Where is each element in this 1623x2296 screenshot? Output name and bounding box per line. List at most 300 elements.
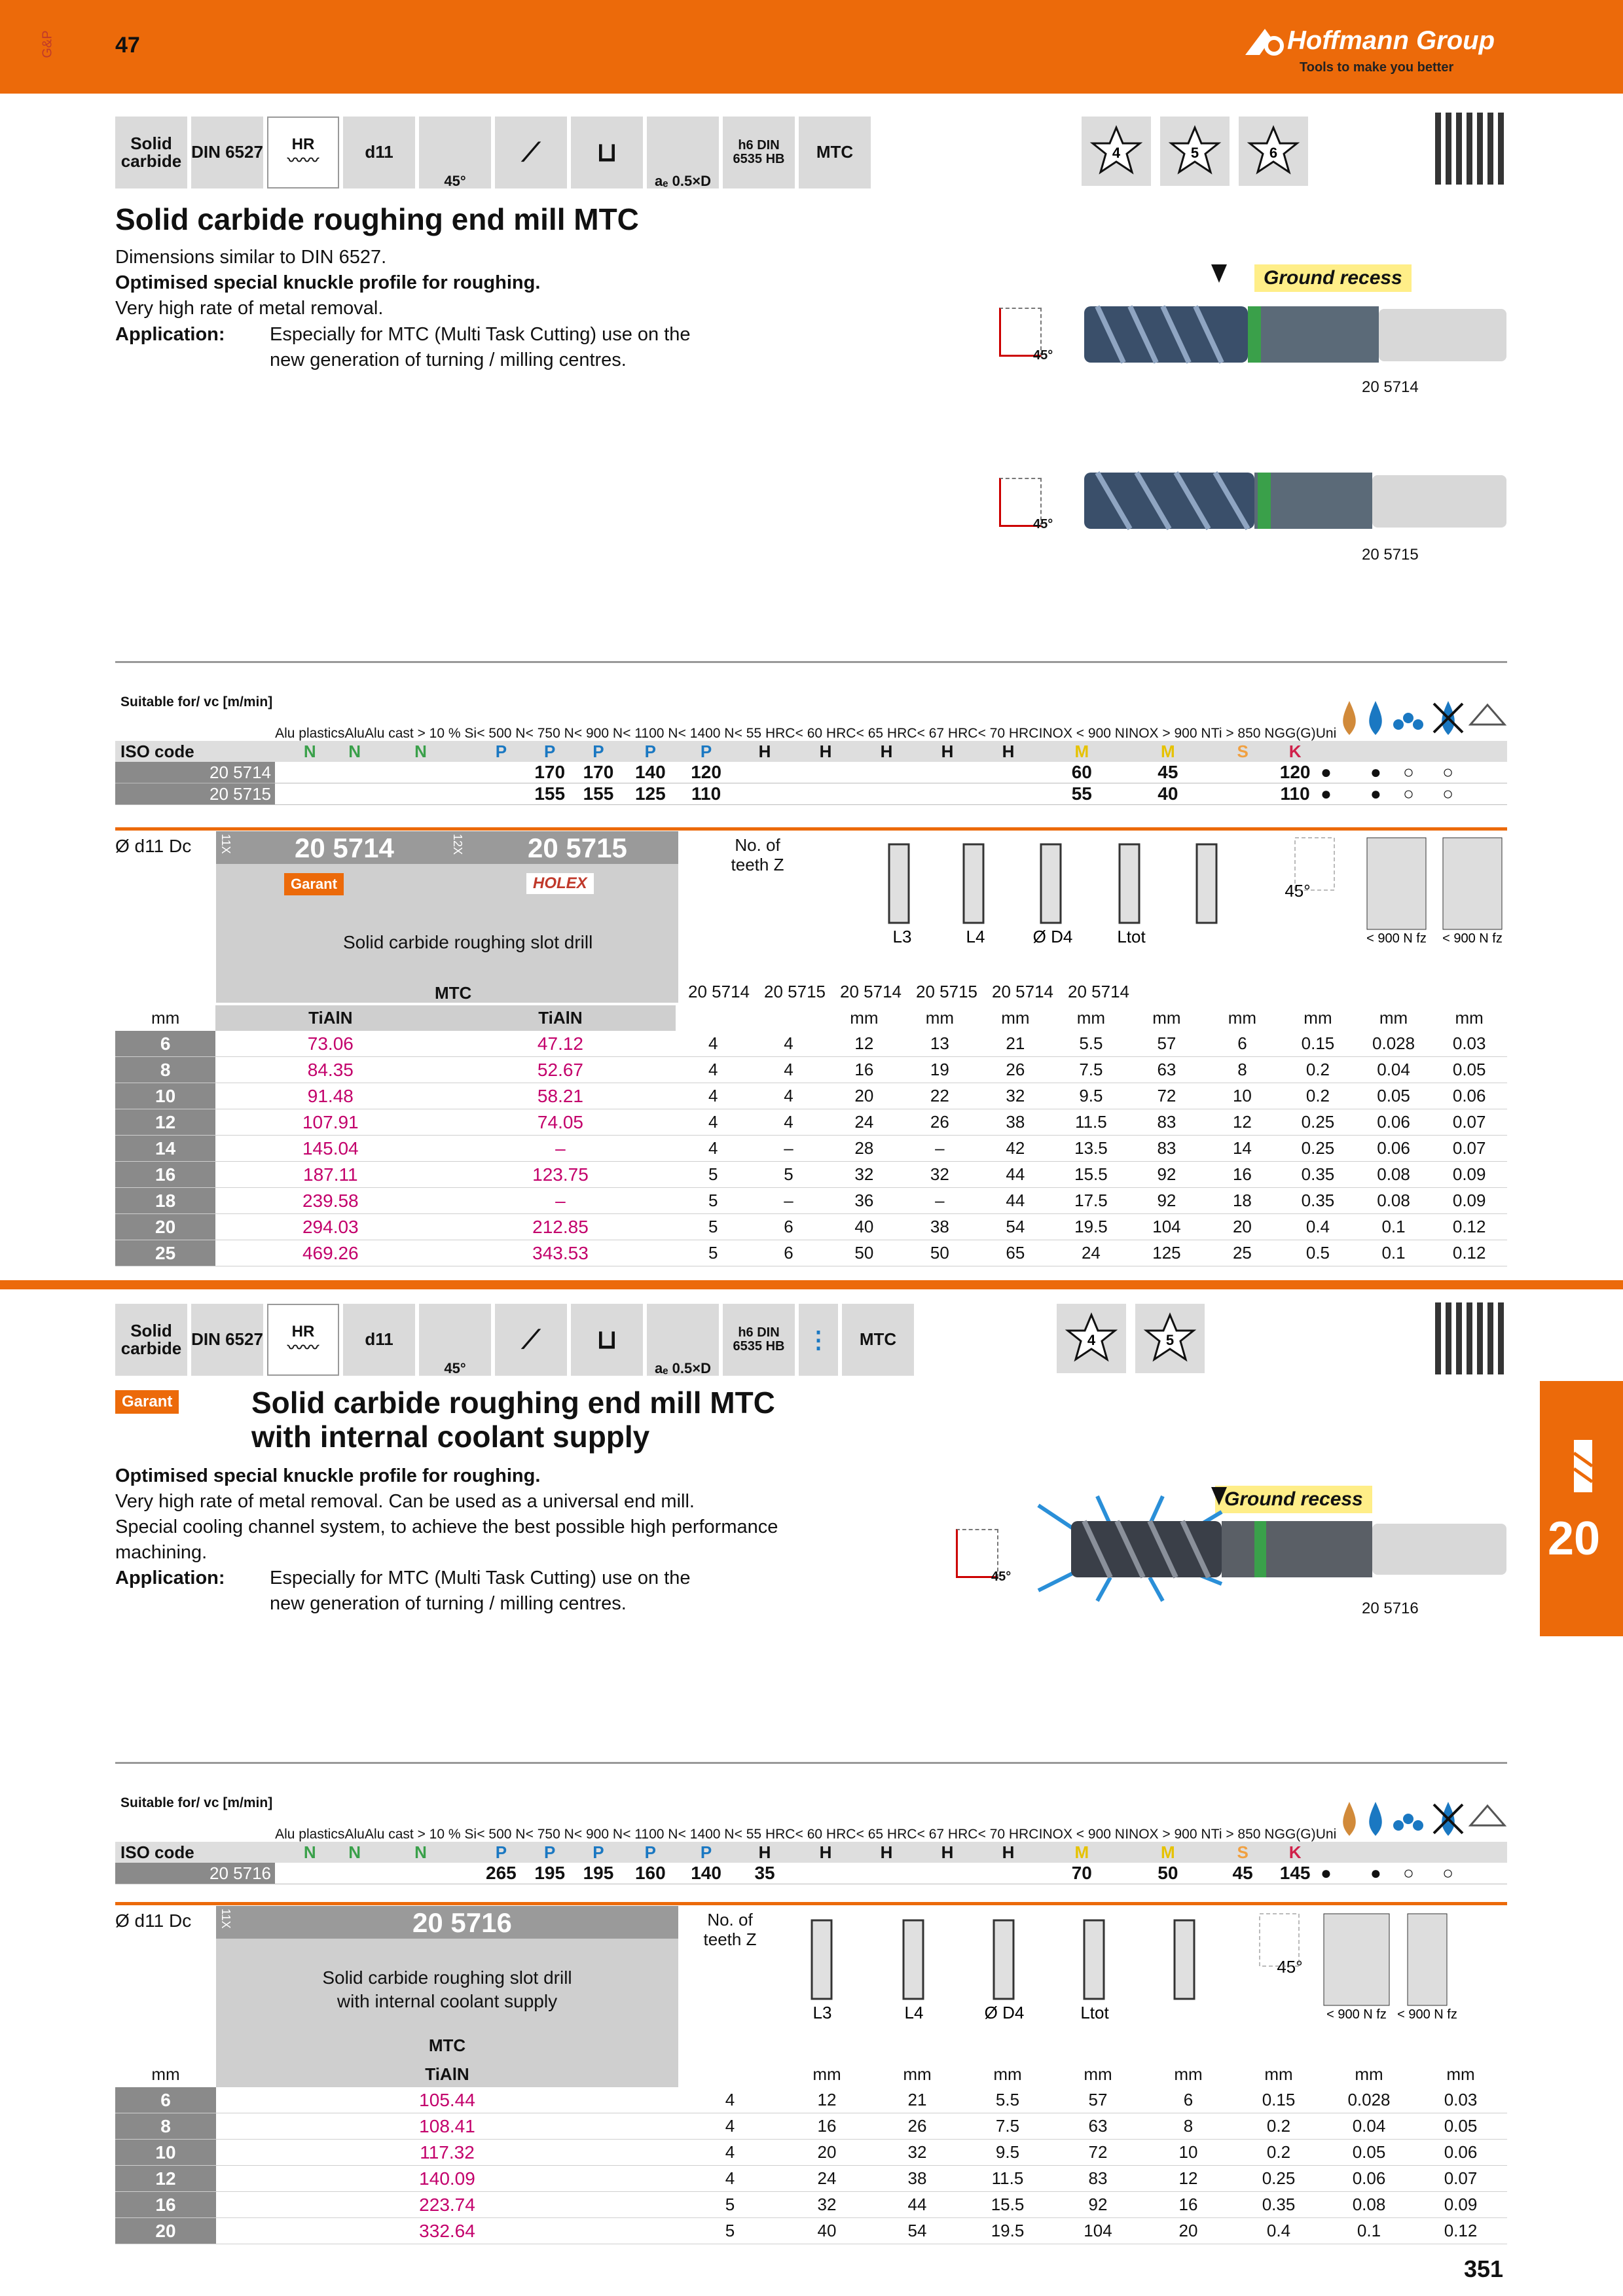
suit-val: 110 — [678, 783, 735, 805]
table-row — [115, 2087, 1507, 2113]
value-cell: 0.5 — [1280, 1240, 1356, 1266]
value-cell: 0.09 — [1414, 2192, 1507, 2218]
tool-code-205714: 20 5714 — [1362, 378, 1419, 396]
section2-description: Optimised special knuckle profile for roughing. Very high rate of metal removal. Can be used as a universal end mill. Special cooling channel system, to achieve the best possible high performance machining. — [115, 1465, 778, 1563]
unit-cell: mm — [1174, 2064, 1203, 2084]
value-cell: 38 — [977, 1109, 1053, 1136]
value-cell: 19.5 — [962, 2218, 1053, 2244]
value-cell: 0.15 — [1280, 1031, 1356, 1057]
value-cell: 0.04 — [1324, 2113, 1414, 2140]
iso-code: H — [795, 1842, 856, 1863]
value-cell: 7.5 — [962, 2113, 1053, 2140]
value-cell: 57 — [1053, 2087, 1143, 2113]
iso-code: H — [856, 741, 917, 762]
value-cell: 0.03 — [1414, 2087, 1507, 2113]
suit-head: GG(G) — [1274, 1826, 1316, 1842]
value-cell: 26 — [902, 1109, 978, 1136]
table-row — [115, 1188, 1507, 1214]
value-cell: 0.08 — [1356, 1188, 1432, 1214]
suit-head: Uni — [1315, 725, 1337, 741]
value-cell: 0.35 — [1233, 2192, 1324, 2218]
value-cell: 5 — [676, 1162, 751, 1188]
mtc-label-1: MTC — [435, 983, 472, 1003]
suit-val: 40 — [1125, 783, 1211, 805]
value-cell: 72 — [1053, 2140, 1143, 2166]
garant-logo: Garant — [284, 873, 344, 895]
suit-head: Alu cast > 10 % Si — [365, 1826, 477, 1842]
tolerance-icon: d11 — [343, 1304, 415, 1376]
suit-head: Alu plastics — [275, 725, 345, 741]
value-cell: 0.4 — [1233, 2218, 1324, 2244]
price-cell: 74.05 — [445, 1109, 675, 1136]
d-label-1: Ø d11 Dc — [115, 836, 192, 856]
suit-val: 60 — [1038, 762, 1125, 783]
value-cell: 92 — [1129, 1188, 1205, 1214]
value-cell: 25 — [1205, 1240, 1281, 1266]
iso-code: N — [365, 741, 477, 762]
ground-recess-label-2: Ground recess — [1215, 1486, 1372, 1513]
suit-label-2: Suitable for/ vc [m/min] — [120, 1795, 273, 1810]
slot-icon: ⊔ — [571, 117, 643, 188]
iso-code: K — [1275, 1842, 1316, 1863]
value-cell: 5.5 — [1053, 1031, 1129, 1057]
value-cell: 11.5 — [1053, 1109, 1129, 1136]
value-cell: 12 — [1143, 2166, 1233, 2192]
suit-top-rule-2 — [115, 1762, 1507, 1764]
value-cell: 72 — [1129, 1083, 1205, 1109]
value-cell: 24 — [826, 1109, 902, 1136]
top-bar — [0, 0, 1623, 94]
price-cell: 140.09 — [216, 2166, 678, 2192]
value-cell: 83 — [1129, 1109, 1205, 1136]
qr-code-2[interactable] — [1435, 1302, 1507, 1374]
unit-cell: mm — [151, 1008, 180, 1028]
iso-code: H — [795, 741, 856, 762]
suit-val: 125 — [623, 783, 678, 805]
diameter-cell: 10 — [115, 2140, 216, 2166]
teeth-icons-2 — [1057, 1304, 1205, 1373]
price-cell: 52.67 — [445, 1057, 675, 1083]
value-cell: 9.5 — [1053, 1083, 1129, 1109]
coolant-val: ○ — [1429, 1863, 1468, 1884]
diameter-cell: 8 — [115, 2113, 216, 2140]
price-cell: 84.35 — [215, 1057, 445, 1083]
value-cell: 0.25 — [1280, 1136, 1356, 1162]
value-cell: 0.028 — [1356, 1031, 1432, 1057]
section1-title: Solid carbide roughing end mill MTC — [115, 202, 639, 236]
value-cell: 4 — [676, 1083, 751, 1109]
suit-head: Alu plastics — [275, 1826, 345, 1842]
value-cell: 38 — [872, 2166, 962, 2192]
iso-code: P — [623, 1842, 678, 1863]
value-cell: – — [751, 1136, 826, 1162]
teeth-5-icon — [1135, 1304, 1205, 1373]
coolant-val: ○ — [1389, 762, 1428, 783]
unit-cell: mm — [151, 2064, 180, 2084]
price-cell: 47.12 — [445, 1031, 675, 1057]
value-cell: 0.07 — [1431, 1109, 1507, 1136]
value-cell: 13 — [902, 1031, 978, 1057]
spec-icon-row-1 — [115, 117, 871, 188]
suit-val — [856, 762, 917, 783]
chapter-tab[interactable] — [1540, 1381, 1623, 1636]
svg-text:5: 5 — [1165, 1332, 1175, 1348]
spec-icon-row-2 — [115, 1304, 914, 1376]
price-cell: – — [445, 1188, 675, 1214]
value-cell: 83 — [1053, 2166, 1143, 2192]
table-row — [115, 1162, 1507, 1188]
price-cell: 58.21 — [445, 1083, 675, 1109]
iso-code: H — [917, 741, 978, 762]
value-cell: 44 — [977, 1162, 1053, 1188]
dim-top-rule-1 — [115, 827, 1507, 831]
iso-code: H — [735, 741, 795, 762]
ground-recess-label-1: Ground recess — [1254, 264, 1412, 292]
value-cell: 63 — [1129, 1057, 1205, 1083]
tolerance-icon: d11 — [343, 117, 415, 188]
suit-val — [344, 762, 364, 783]
iso-code: H — [856, 1842, 917, 1863]
unit-cell: mm — [1446, 2064, 1475, 2084]
coating-2: TiAlN — [445, 1005, 675, 1031]
suit-head: INOX > 900 N — [1125, 725, 1211, 741]
value-cell: 32 — [977, 1083, 1053, 1109]
iso-code: K — [1275, 741, 1316, 762]
suit-val — [795, 762, 856, 783]
price-cell: 145.04 — [215, 1136, 445, 1162]
price-cell: 91.48 — [215, 1083, 445, 1109]
table-row — [115, 1214, 1507, 1240]
iso-code: M — [1125, 741, 1211, 762]
iso-code: N — [275, 1842, 344, 1863]
diameter-cell: 16 — [115, 2192, 216, 2218]
value-cell: 11.5 — [962, 2166, 1053, 2192]
coolant-air-icon — [1468, 1765, 1507, 1842]
coolant-dry-icon — [1336, 1765, 1362, 1842]
helix-angle-icon: 45° — [419, 117, 491, 188]
value-cell: 44 — [977, 1188, 1053, 1214]
coolant-val: ● — [1362, 762, 1389, 783]
suit-head: < 67 HRC — [917, 725, 978, 741]
iso-code: M — [1038, 741, 1125, 762]
iso-code: P — [574, 741, 623, 762]
suit-val: 155 — [574, 783, 623, 805]
suit-head: < 500 N — [477, 725, 526, 741]
suit-label-1: Suitable for/ vc [m/min] — [120, 694, 273, 709]
value-cell: – — [902, 1136, 978, 1162]
svg-text:L3: L3 — [812, 2003, 832, 2022]
value-cell: 32 — [782, 2192, 872, 2218]
unit-cell: mm — [1304, 1008, 1332, 1028]
iso-code: H — [735, 1842, 795, 1863]
diameter-cell: 6 — [115, 1031, 215, 1057]
value-cell: 44 — [872, 2192, 962, 2218]
value-cell: 4 — [678, 2166, 782, 2192]
suit-val: 120 — [1275, 762, 1316, 783]
unit-cell: mm — [812, 2064, 841, 2084]
side-label: G&P — [40, 30, 55, 58]
iso-code: P — [678, 741, 735, 762]
iso-code: N — [344, 1842, 364, 1863]
value-cell: 0.12 — [1431, 1240, 1507, 1266]
coolant-val: ○ — [1429, 783, 1468, 805]
value-cell: 4 — [676, 1031, 751, 1057]
value-cell: 4 — [751, 1083, 826, 1109]
suit-val: ● — [1316, 762, 1337, 783]
suit-val: 265 — [477, 1863, 525, 1884]
suitability-table-1 — [115, 664, 1507, 805]
value-cell: 6 — [751, 1240, 826, 1266]
value-cell: 8 — [1205, 1057, 1281, 1083]
suit-val: 170 — [574, 762, 623, 783]
value-cell: 0.25 — [1280, 1109, 1356, 1136]
suit-val: ● — [1316, 1863, 1337, 1884]
col2-index: 12X — [451, 834, 464, 855]
svg-text:< 900 N fz: < 900 N fz — [1442, 931, 1503, 946]
holex-logo: HOLEX — [526, 873, 594, 894]
value-cell: 0.06 — [1324, 2166, 1414, 2192]
suit-val — [344, 783, 364, 805]
tool-code-205715: 20 5715 — [1362, 546, 1419, 564]
suit-head: < 750 N — [525, 1826, 574, 1842]
value-cell: 92 — [1053, 2192, 1143, 2218]
svg-text:Ltot: Ltot — [1117, 927, 1146, 946]
value-cell: 10 — [1205, 1083, 1281, 1109]
value-cell: 4 — [676, 1136, 751, 1162]
suit-val — [856, 1863, 917, 1884]
value-cell: 21 — [872, 2087, 962, 2113]
suit-val — [275, 1863, 344, 1884]
value-cell: 0.05 — [1431, 1057, 1507, 1083]
angle-label-3: 45° — [991, 1570, 1012, 1584]
cutting-direction-icon: ⟋ — [495, 117, 567, 188]
dimension-icons-1 — [876, 838, 1531, 975]
coolant-air-icon — [1468, 664, 1507, 741]
suit-head: Alu cast > 10 % Si — [365, 725, 477, 741]
suit-val — [978, 1863, 1039, 1884]
value-cell: 125 — [1129, 1240, 1205, 1266]
price-cell: 187.11 — [215, 1162, 445, 1188]
suit-val — [1211, 762, 1275, 783]
value-cell: 5.5 — [962, 2087, 1053, 2113]
table-row — [115, 2218, 1507, 2244]
suit-val: 140 — [678, 1863, 735, 1884]
value-cell: 19 — [902, 1057, 978, 1083]
teeth-icons-1 — [1082, 117, 1308, 186]
value-cell: 0.09 — [1431, 1162, 1507, 1188]
brand-name: Hoffmann Group — [1287, 26, 1495, 55]
hr-profile-icon: HR 〰〰 — [267, 117, 339, 188]
unit-cell: mm — [1228, 1008, 1257, 1028]
value-cell: 0.35 — [1280, 1188, 1356, 1214]
helix-angle-icon: 45° — [419, 1304, 491, 1376]
iso-code: N — [344, 741, 364, 762]
iso-code: H — [978, 741, 1039, 762]
value-cell: 0.05 — [1324, 2140, 1414, 2166]
suit-val — [365, 783, 477, 805]
iso-code: S — [1211, 1842, 1275, 1863]
value-cell: 19.5 — [1053, 1214, 1129, 1240]
suit-val: 155 — [526, 783, 574, 805]
suit-head: < 60 HRC — [795, 1826, 856, 1842]
teeth-4-icon — [1082, 117, 1151, 186]
iso-code: P — [574, 1842, 623, 1863]
diameter-cell: 6 — [115, 2087, 216, 2113]
coolant-none-icon — [1429, 664, 1468, 741]
dimension-icons-2 — [792, 1914, 1457, 2051]
svg-text:Ø D4: Ø D4 — [1032, 927, 1073, 946]
table-row — [115, 2192, 1507, 2218]
suit-val — [978, 762, 1039, 783]
unit-cell: mm — [1455, 1008, 1484, 1028]
suit-val — [917, 762, 978, 783]
diameter-cell: 25 — [115, 1240, 215, 1266]
angle-label-2: 45° — [1033, 517, 1053, 531]
price-cell: 239.58 — [215, 1188, 445, 1214]
value-cell: 4 — [751, 1031, 826, 1057]
coolant-emulsion-icon — [1362, 664, 1389, 741]
value-cell: 0.06 — [1414, 2140, 1507, 2166]
value-cell: 83 — [1129, 1136, 1205, 1162]
price-cell: 343.53 — [445, 1240, 675, 1266]
chapter-number: 20 — [1548, 1513, 1601, 1565]
section1-description: Dimensions similar to DIN 6527. Optimised special knuckle profile for roughing. Very high rate of metal removal. — [115, 247, 541, 319]
hr-profile-icon: HR 〰〰 — [267, 1304, 339, 1376]
svg-text:6: 6 — [1269, 145, 1278, 161]
table-row — [115, 2166, 1507, 2192]
suit-val — [795, 783, 856, 805]
value-cell: 14 — [1205, 1136, 1281, 1162]
value-cell: 0.07 — [1431, 1136, 1507, 1162]
value-cell: 12 — [1205, 1109, 1281, 1136]
tool-code-205716: 20 5716 — [1362, 1600, 1419, 1617]
suit-head: < 55 HRC — [734, 1826, 795, 1842]
coolant-none-icon — [1429, 1765, 1468, 1842]
coolant-val: ● — [1362, 1863, 1389, 1884]
internal-coolant-icon: ⋮ — [799, 1304, 838, 1376]
unit-cell: mm — [1264, 2064, 1293, 2084]
din-icon: DIN 6527 — [191, 1304, 263, 1376]
price-cell: 212.85 — [445, 1214, 675, 1240]
value-cell: 9.5 — [962, 2140, 1053, 2166]
iso-code: N — [365, 1842, 477, 1863]
suit-val: 195 — [526, 1863, 574, 1884]
value-cell: 0.06 — [1356, 1136, 1432, 1162]
shank-icon: h6 DIN 6535 HB — [723, 1304, 795, 1376]
value-cell: 16 — [782, 2113, 872, 2140]
value-cell: – — [902, 1188, 978, 1214]
value-cell: 57 — [1129, 1031, 1205, 1057]
value-cell: 26 — [872, 2113, 962, 2140]
section2-title-line2: with internal coolant supply — [251, 1420, 650, 1454]
value-cell: 0.05 — [1356, 1083, 1432, 1109]
suit-val — [275, 783, 344, 805]
svg-text:< 900 N fz: < 900 N fz — [1326, 2007, 1387, 2022]
ae-icon: aₑ 0.5×D — [647, 117, 719, 188]
price-cell: 117.32 — [216, 2140, 678, 2166]
value-cell: 92 — [1129, 1162, 1205, 1188]
value-cell: 54 — [977, 1214, 1053, 1240]
price-cell: 123.75 — [445, 1162, 675, 1188]
value-cell: 0.07 — [1414, 2166, 1507, 2192]
suit-head: INOX > 900 N — [1125, 1826, 1211, 1842]
tool-desc-1: Solid carbide roughing slot drill — [343, 932, 593, 952]
qr-code-1[interactable] — [1435, 113, 1507, 185]
angle-label-1: 45° — [1033, 348, 1053, 363]
suit-val: 140 — [623, 762, 678, 783]
suit-val: 50 — [1125, 1863, 1211, 1884]
suit-val — [365, 762, 477, 783]
value-cell: 0.08 — [1324, 2192, 1414, 2218]
unit-cell: mm — [1001, 1008, 1030, 1028]
table-row — [115, 1240, 1507, 1266]
value-cell: 40 — [782, 2218, 872, 2244]
value-cell: 0.15 — [1233, 2087, 1324, 2113]
recess-arrow-1 — [1211, 264, 1227, 283]
value-cell: 4 — [678, 2087, 782, 2113]
suit-head: < 1400 N — [678, 725, 735, 741]
value-cell: 0.06 — [1356, 1109, 1432, 1136]
application-label-1: Application: — [115, 324, 225, 345]
suit-head: < 65 HRC — [856, 725, 917, 741]
price-cell: – — [445, 1136, 675, 1162]
value-cell: – — [751, 1188, 826, 1214]
dim-top-rule-2 — [115, 1902, 1507, 1905]
hoffmann-logo-icon — [1245, 26, 1286, 58]
price-cell: 107.91 — [215, 1109, 445, 1136]
diameter-cell: 20 — [115, 1214, 215, 1240]
subcode-row-1: 20 5714 20 5715 20 5714 20 5715 20 5714 20 5714 — [688, 982, 1129, 1001]
value-cell: 4 — [751, 1057, 826, 1083]
col1-index: 11X — [219, 834, 232, 854]
value-cell: 104 — [1129, 1214, 1205, 1240]
value-cell: 4 — [678, 2140, 782, 2166]
coolant-mql-icon — [1389, 664, 1428, 741]
value-cell: 7.5 — [1053, 1057, 1129, 1083]
value-cell: 24 — [1053, 1240, 1129, 1266]
application-label-2: Application: — [115, 1568, 225, 1588]
code-205715-header: 20 5715 — [528, 833, 627, 863]
suit-head: < 65 HRC — [856, 1826, 917, 1842]
value-cell: 50 — [902, 1240, 978, 1266]
value-cell: 20 — [782, 2140, 872, 2166]
unit-cell: mm — [903, 2064, 932, 2084]
suit-val — [735, 783, 795, 805]
suit-val: ● — [1316, 783, 1337, 805]
diameter-cell: 16 — [115, 1162, 215, 1188]
svg-text:4: 4 — [1087, 1332, 1096, 1348]
value-cell: 0.2 — [1280, 1057, 1356, 1083]
price-cell: 108.41 — [216, 2113, 678, 2140]
suit-val — [275, 762, 344, 783]
suit-val — [365, 1863, 477, 1884]
coolant-val: ○ — [1389, 1863, 1428, 1884]
svg-text:L3: L3 — [892, 927, 912, 946]
value-cell: 16 — [1143, 2192, 1233, 2218]
value-cell: 8 — [1143, 2113, 1233, 2140]
suit-val: 160 — [623, 1863, 678, 1884]
suit-val — [978, 783, 1039, 805]
material-icon: Solid carbide — [115, 1304, 187, 1376]
iso-code: P — [526, 741, 574, 762]
slot-icon: ⊔ — [571, 1304, 643, 1376]
suit-val: 35 — [735, 1863, 795, 1884]
suit-head: INOX < 900 N — [1038, 1826, 1125, 1842]
garant-logo-2: Garant — [115, 1390, 179, 1414]
suit-val: 170 — [526, 762, 574, 783]
suit-head: Ti > 850 N — [1211, 1826, 1275, 1842]
price-cell: 105.44 — [216, 2087, 678, 2113]
